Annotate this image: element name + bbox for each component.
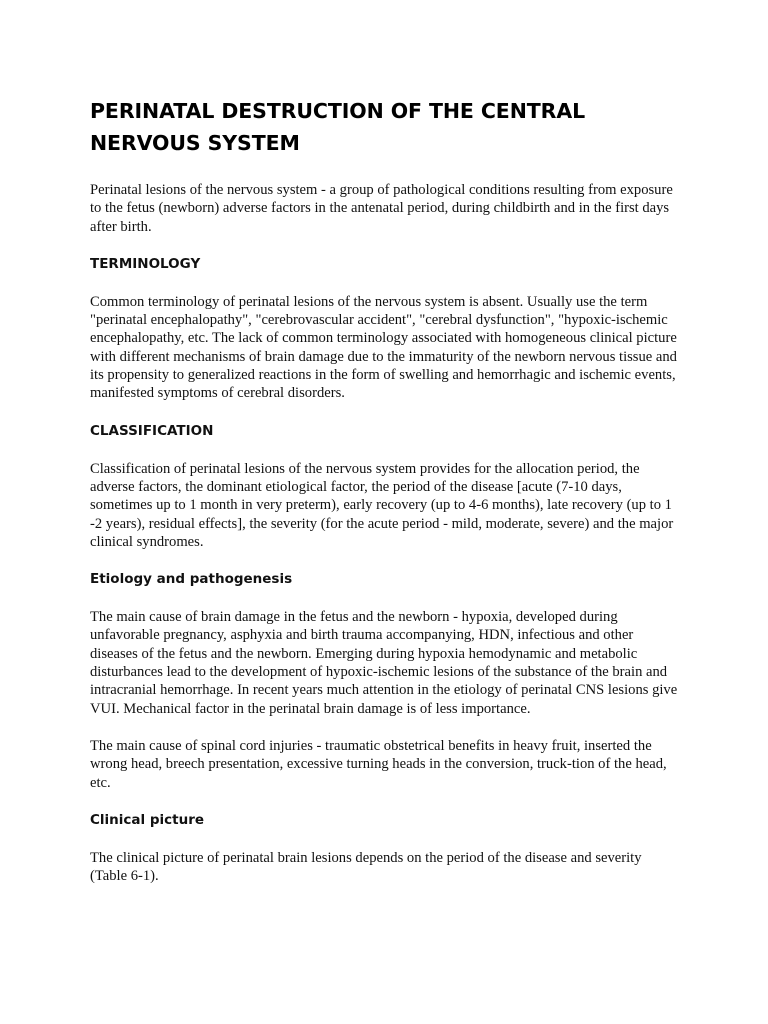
etiology-paragraph-1: The main cause of brain damage in the fetus and the newborn - hypoxia, developed during unfavorable pregnancy, asphyxia and birth trauma accompanying, HDN, infectious and other diseases of the fetus and the newborn. Emerging during hypoxia hemodynamic and metabolic disturbances lead to the development of hypoxic-ischemic lesions of the substance of the brain and intracranial hemorrhage. In recent years much attention in the etiology of perinatal CNS lesions give VUI. Mechanical factor in the perinatal brain damage is of less importance. — [90, 609, 678, 717]
document-page — [90, 95, 680, 904]
terminology-paragraph: Common terminology of perinatal lesions of the nervous system is absent. Usually use the term "perinatal encephalopathy", "cerebrovascular accident", "cerebral dysfunction", "hypoxic-ischemic encephalopathy, etc. The lack of common terminology associated with homogeneous clinical picture with different mechanisms of brain damage due to the immaturity of the newborn nervous tissue and its propensity to generalized reactions in the form of swelling and hemorrhagic and ischemic events, manifested symptoms of cerebral disorders. — [90, 293, 677, 402]
section-heading-classification: CLASSIFICATION — [90, 422, 214, 439]
intro-paragraph: Perinatal lesions of the nervous system - a group of pathological conditions resulting from exposure to the fetus (newborn) adverse factors in the antenatal period, during childbirth and in the first days after birth. — [90, 182, 673, 235]
section-heading-etiology: Etiology and pathogenesis — [90, 571, 293, 588]
clinical-picture-paragraph: The clinical picture of perinatal brain lesions depends on the period of the disease and severity (Table 6-1). — [90, 849, 642, 885]
section-heading-clinical-picture: Clinical picture — [90, 811, 205, 828]
document-title: PERINATAL DESTRUCTION OF THE CENTRAL NERVOUS SYSTEM — [90, 99, 586, 155]
section-heading-terminology: TERMINOLOGY — [90, 255, 201, 272]
etiology-paragraph-2: The main cause of spinal cord injuries - traumatic obstetrical benefits in heavy fruit, inserted the wrong head, breech presentation, excessive turning heads in the conversion, truck-tion of the head, etc. — [90, 737, 667, 791]
classification-paragraph: Classification of perinatal lesions of the nervous system provides for the allocation period, the adverse factors, the dominant etiological factor, the period of the disease [acute (7-10 days, sometimes up to 1 month in very preterm), early recovery (up to 4-6 months), late recovery (up to 1 -2 years), residual effects], the severity (for the acute period - mild, moderate, severe) and the major clinical syndromes. — [90, 460, 674, 550]
